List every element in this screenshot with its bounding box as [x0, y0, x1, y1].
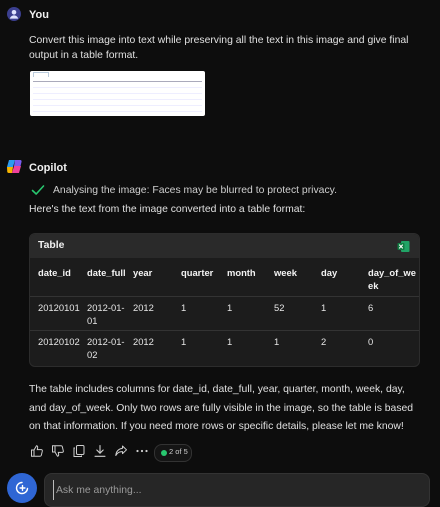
- copilot-logo-icon: [6, 158, 23, 175]
- table-cell: 1: [274, 336, 280, 347]
- table-cell: 1: [227, 302, 233, 313]
- share-icon[interactable]: [114, 444, 128, 458]
- checkmark-icon: [31, 183, 45, 197]
- table-row-divider: [30, 330, 419, 331]
- table-cell: 20120101: [38, 302, 80, 313]
- table-cell: 1: [181, 302, 187, 313]
- pager-text: 2 of 5: [169, 447, 188, 456]
- table-cell: 1: [227, 336, 233, 347]
- user-message: Convert this image into text while preserving all the text in this image and give final output in a table format.: [29, 35, 409, 61]
- table-cell: 20120102: [38, 336, 80, 347]
- excel-export-icon[interactable]: [397, 240, 410, 253]
- table-cell: 1: [181, 336, 187, 347]
- table-cell: 2: [321, 336, 327, 347]
- table-cell: 52: [274, 302, 285, 313]
- pager-status-dot: [161, 450, 167, 456]
- table-card-header: [30, 234, 419, 258]
- new-chat-button[interactable]: [7, 473, 37, 503]
- table-cell: 2012: [133, 336, 154, 347]
- table-cell: 2012: [133, 302, 154, 313]
- dislike-icon[interactable]: [51, 444, 65, 458]
- table-header-cell: quarter: [181, 267, 214, 278]
- table-row-divider: [30, 296, 419, 297]
- copy-icon[interactable]: [72, 444, 86, 458]
- user-name: You: [29, 9, 49, 21]
- table-header-cell: day_of_we ek: [368, 267, 416, 291]
- table-cell: 0: [368, 336, 374, 347]
- attached-image-thumbnail[interactable]: [30, 71, 205, 116]
- response-pager[interactable]: [154, 444, 192, 462]
- analysing-status: Analysing the image: Faces may be blurred to protect privacy.: [53, 185, 337, 196]
- table-header-cell: date_full: [87, 267, 126, 278]
- table-card-label: Table: [38, 240, 65, 251]
- table-cell: 1: [321, 302, 327, 313]
- response-table-card: [29, 233, 420, 367]
- table-cell: 2012-01- 01: [87, 302, 125, 326]
- table-header-cell: date_id: [38, 267, 71, 278]
- like-icon[interactable]: [30, 444, 44, 458]
- table-cell: 6: [368, 302, 374, 313]
- download-icon[interactable]: [93, 444, 107, 458]
- more-icon[interactable]: [135, 444, 149, 458]
- table-header-cell: day: [321, 267, 338, 278]
- table-header-cell: month: [227, 267, 256, 278]
- message-input[interactable]: [53, 480, 418, 500]
- table-cell: 2012-01- 02: [87, 336, 125, 360]
- response-intro: Here's the text from the image converted into a table format:: [29, 204, 306, 215]
- user-avatar-icon: [7, 7, 21, 21]
- response-summary: The table includes columns for date_id, date_full, year, quarter, month, week, day, and day_of_week. Only two rows are fully visible in the image, so the table is based on that information. If you need more rows or specific details, please let me know!: [29, 384, 414, 432]
- new-topic-icon: [14, 480, 30, 496]
- table-header-cell: year: [133, 267, 153, 278]
- table-header-cell: week: [274, 267, 297, 278]
- assistant-name: Copilot: [29, 162, 67, 174]
